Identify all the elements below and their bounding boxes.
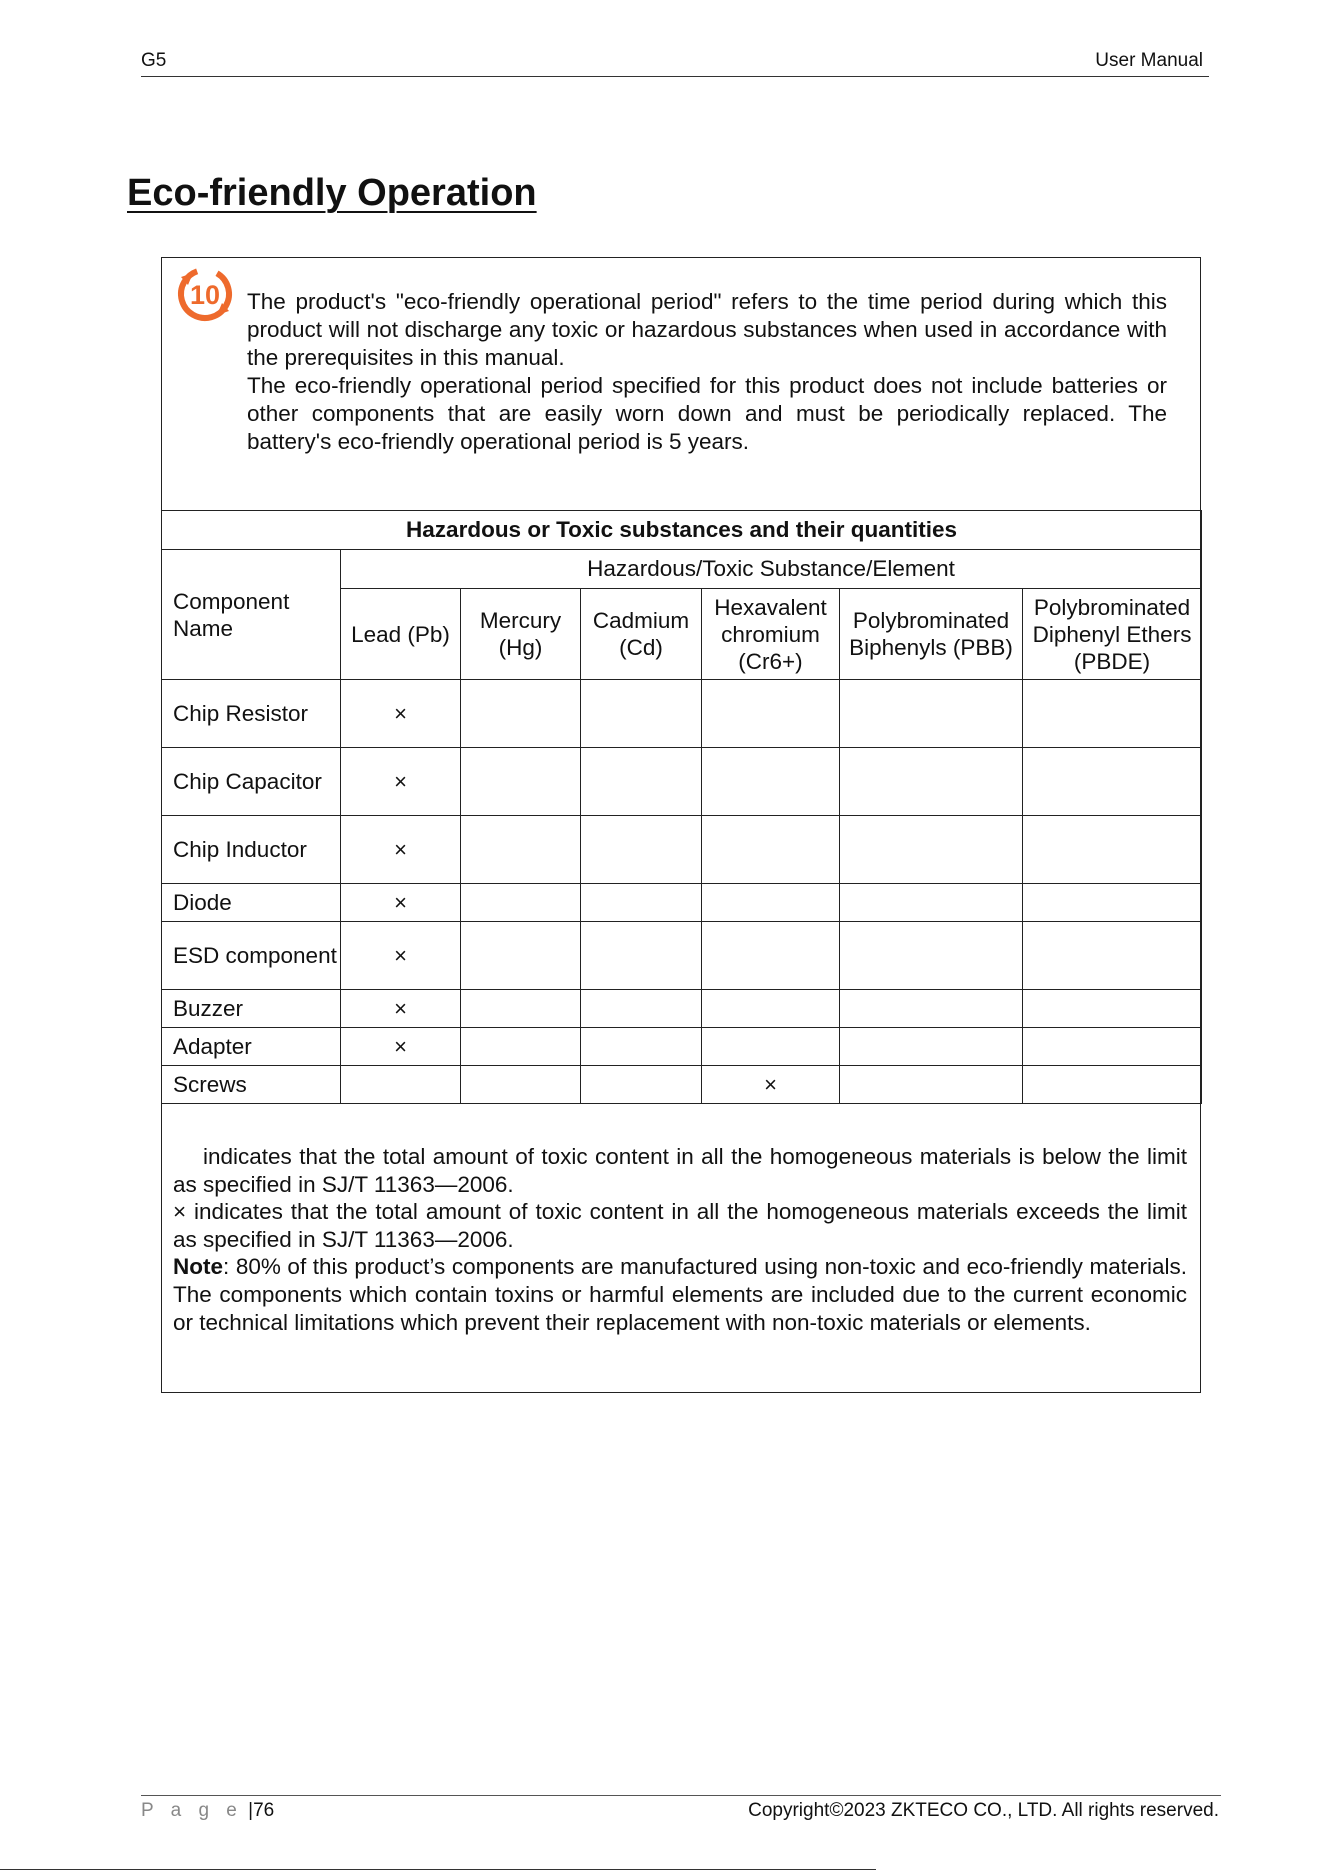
notes-section	[173, 1143, 1187, 1336]
component-name-header: Component Name	[162, 550, 341, 680]
note-text: : 80% of this product’s components are manufactured using non-toxic and eco-friendly materials. The components which contain toxins or harmful elements are included due to the current economic or technical limitations which prevent their replacement with non-toxic materials or elements.	[173, 1254, 1187, 1335]
substance-mark: ×	[702, 1066, 840, 1104]
component-name: ESD component	[162, 922, 341, 990]
page-number: 76	[253, 1800, 275, 1821]
table-row	[162, 680, 1202, 748]
substance-mark	[1023, 1066, 1202, 1104]
substance-mark	[840, 884, 1023, 922]
substance-mark	[1023, 1028, 1202, 1066]
column-header: Polybrominated Biphenyls (PBB)	[840, 589, 1023, 680]
table-row	[162, 816, 1202, 884]
hazardous-substances-table	[161, 510, 1202, 1104]
component-name: Chip Resistor	[162, 680, 341, 748]
table-title: Hazardous or Toxic substances and their quantities	[162, 511, 1202, 550]
substance-mark	[840, 990, 1023, 1028]
component-name: Chip Capacitor	[162, 748, 341, 816]
substance-mark	[702, 748, 840, 816]
substance-mark: ×	[341, 748, 461, 816]
intro-paragraph-2: The eco-friendly operational period specified for this product does not include batteries or other components that are easily worn down and must be periodically replaced. The battery's eco-friendly operational period is 5 years.	[247, 373, 1167, 454]
column-header: Mercury (Hg)	[461, 589, 581, 680]
substance-mark	[840, 816, 1023, 884]
substance-mark	[581, 990, 702, 1028]
column-header: Cadmium (Cd)	[581, 589, 702, 680]
substance-mark: ×	[341, 680, 461, 748]
substance-mark	[461, 816, 581, 884]
substance-mark	[581, 816, 702, 884]
table-row	[162, 990, 1202, 1028]
substance-mark	[1023, 816, 1202, 884]
substance-mark	[840, 680, 1023, 748]
substance-mark	[702, 884, 840, 922]
column-header: Polybrominated Diphenyl Ethers (PBDE)	[1023, 589, 1202, 680]
table-row	[162, 922, 1202, 990]
substance-mark	[702, 922, 840, 990]
intro-section	[162, 258, 1200, 511]
column-header: Lead (Pb)	[341, 589, 461, 680]
substance-mark	[1023, 748, 1202, 816]
substance-mark	[581, 680, 702, 748]
substance-mark	[341, 1066, 461, 1104]
substance-mark	[461, 748, 581, 816]
substance-mark: ×	[341, 990, 461, 1028]
substance-mark	[840, 1028, 1023, 1066]
substance-mark	[581, 1066, 702, 1104]
substance-mark	[1023, 680, 1202, 748]
substance-mark	[581, 1028, 702, 1066]
substance-mark	[702, 990, 840, 1028]
eco-info-box	[161, 257, 1201, 1393]
page-title: Eco-friendly Operation	[127, 172, 537, 214]
page-edge-line	[0, 1869, 876, 1870]
substance-mark	[702, 816, 840, 884]
component-name: Adapter	[162, 1028, 341, 1066]
component-name: Buzzer	[162, 990, 341, 1028]
substance-mark	[840, 922, 1023, 990]
substance-mark	[1023, 884, 1202, 922]
header-model: G5	[141, 50, 167, 71]
substance-mark	[581, 884, 702, 922]
substance-mark	[461, 1066, 581, 1104]
substance-mark	[461, 1028, 581, 1066]
header-divider	[141, 76, 1209, 77]
footer-page: P a g e |76	[141, 1800, 275, 1821]
substance-mark	[461, 680, 581, 748]
below-limit-note: indicates that the total amount of toxic content in all the homogeneous materials is below the limit as specified in SJ/T 11363—2006.	[173, 1144, 1187, 1197]
substance-group-header: Hazardous/Toxic Substance/Element	[341, 550, 1202, 589]
substance-mark	[1023, 990, 1202, 1028]
footer-divider	[141, 1795, 1221, 1796]
table-row	[162, 1066, 1202, 1104]
substance-mark: ×	[341, 1028, 461, 1066]
substance-mark	[840, 748, 1023, 816]
component-name: Chip Inductor	[162, 816, 341, 884]
substance-mark: ×	[341, 922, 461, 990]
exceeds-limit-note: × indicates that the total amount of toxic content in all the homogeneous materials exceeds the limit as specified in SJ/T 11363—2006.	[173, 1199, 1187, 1252]
note-label: Note	[173, 1254, 223, 1280]
eco-period-number: 10	[189, 280, 221, 310]
intro-paragraph-1: The product's "eco-friendly operational period" refers to the time period during which this product will not discharge any toxic or hazardous substances when used in accordance with the prerequisites in this manual.	[247, 289, 1167, 370]
substance-mark	[461, 922, 581, 990]
substance-mark	[461, 884, 581, 922]
component-name: Diode	[162, 884, 341, 922]
table-row	[162, 884, 1202, 922]
column-header: Hexavalent chromium (Cr6+)	[702, 589, 840, 680]
table-row	[162, 1028, 1202, 1066]
eco-period-10-icon	[174, 263, 236, 325]
footer-copyright: Copyright©2023 ZKTECO CO., LTD. All rights reserved.	[748, 1800, 1219, 1821]
substance-mark: ×	[341, 816, 461, 884]
page-label: P a g e	[141, 1800, 243, 1821]
header-doc-type: User Manual	[1095, 50, 1203, 71]
substance-mark	[461, 990, 581, 1028]
table-row	[162, 748, 1202, 816]
intro-text	[247, 288, 1167, 456]
substance-mark	[840, 1066, 1023, 1104]
component-name: Screws	[162, 1066, 341, 1104]
substance-mark	[1023, 922, 1202, 990]
substance-mark: ×	[341, 884, 461, 922]
substance-mark	[581, 748, 702, 816]
substance-mark	[702, 1028, 840, 1066]
substance-mark	[702, 680, 840, 748]
substance-mark	[581, 922, 702, 990]
